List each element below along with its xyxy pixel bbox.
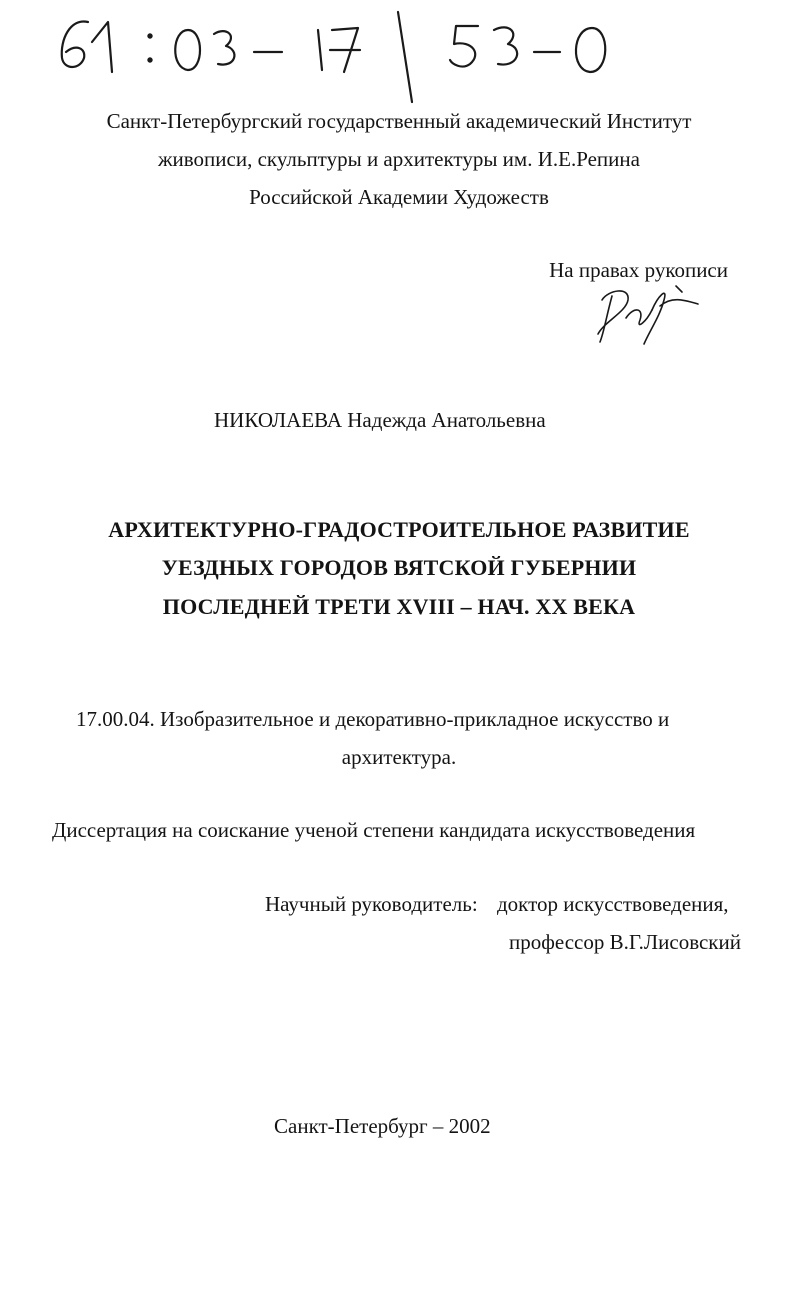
- author-name: НИКОЛАЕВА Надежда Анатольевна: [214, 408, 546, 432]
- specialty-line-2: архитектура.: [341, 745, 457, 769]
- dissertation-statement: Диссертация на соискание ученой степени кандидата искусствоведения: [52, 818, 696, 842]
- city-year-footer: Санкт-Петербург – 2002: [274, 1114, 491, 1138]
- title-line-2: УЕЗДНЫХ ГОРОДОВ ВЯТСКОЙ ГУБЕРНИИ: [161, 555, 637, 580]
- specialty-line-1: 17.00.04. Изобразительное и декоративно-прикладное искусство и: [76, 707, 670, 731]
- title-line-1: АРХИТЕКТУРНО-ГРАДОСТРОИТЕЛЬНОЕ РАЗВИТИЕ: [108, 517, 690, 542]
- title-line-3: ПОСЛЕДНЕЙ ТРЕТИ XVIII – НАЧ. XX ВЕКА: [162, 594, 636, 619]
- supervisor-label: Научный руководитель:: [265, 892, 478, 916]
- supervisor-name: профессор В.Г.Лисовский: [509, 930, 741, 954]
- institution-line-3: Российской Академии Художеств: [249, 185, 549, 209]
- institution-line-1: Санкт-Петербургский государственный академический Институт: [106, 109, 692, 133]
- manuscript-note: На правах рукописи: [549, 258, 728, 282]
- supervisor-degree: доктор искусствоведения,: [497, 892, 729, 916]
- institution-line-2: живописи, скульптуры и архитектуры им. И.Е.Репина: [158, 147, 640, 171]
